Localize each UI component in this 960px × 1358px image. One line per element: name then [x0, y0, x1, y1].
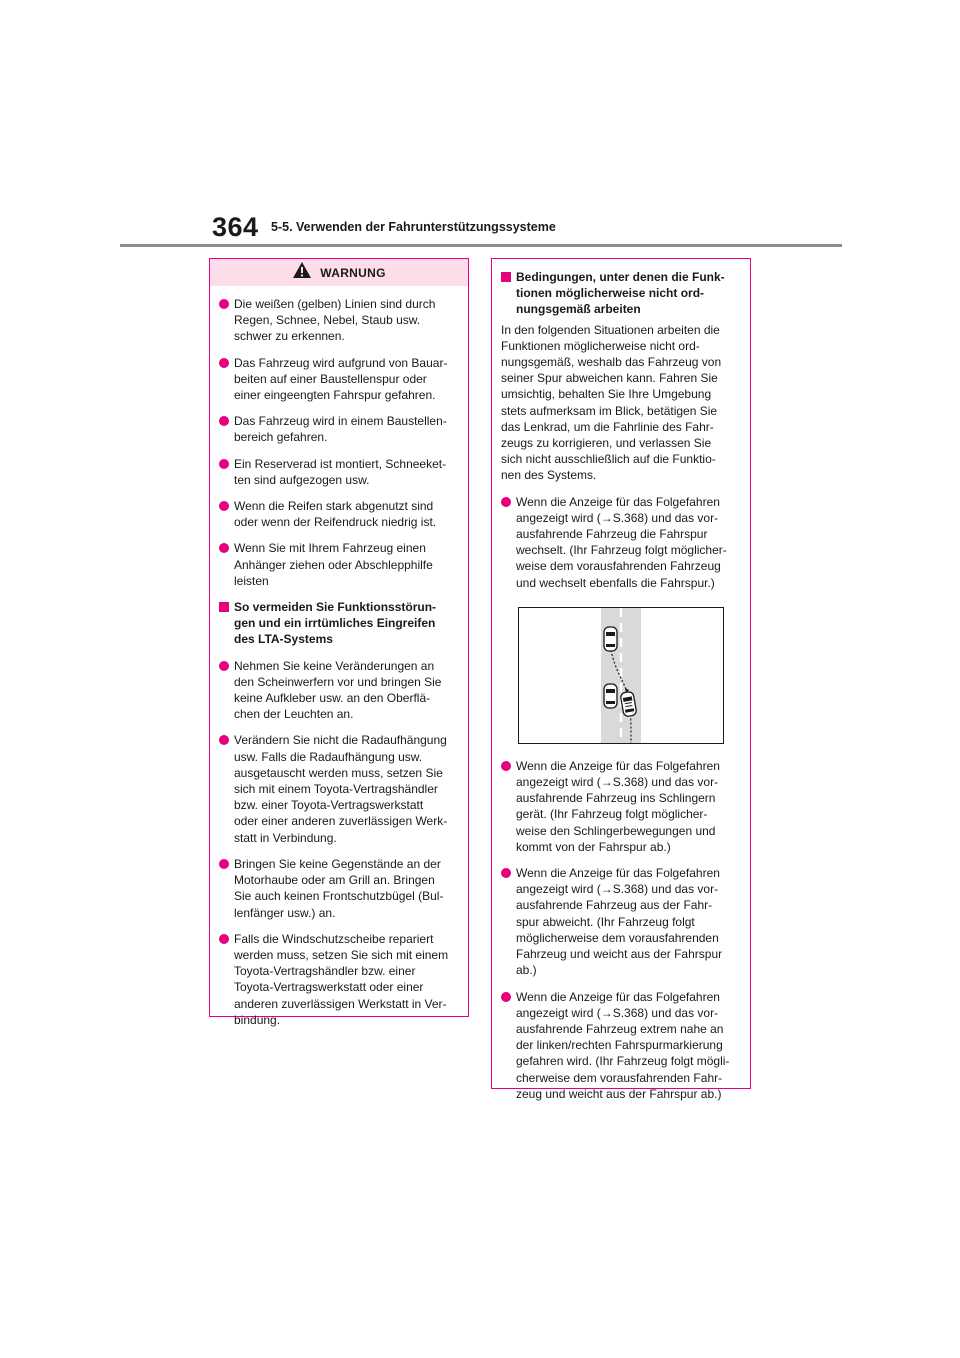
- conditions-content: [492, 259, 750, 1102]
- bullet-dot-icon: [219, 543, 229, 553]
- bullet-dot-icon: [219, 416, 229, 426]
- warning-triangle-icon: [292, 261, 312, 284]
- list-item: Das Fahrzeug wird aufgrund von Bauar- beiten auf einer Baustellenspur oder einer eingeengten Fahrspur gefahren.: [219, 355, 459, 404]
- list-item: Nehmen Sie keine Veränderungen an den Scheinwerfern vor und bringen Sie keine Aufkleber usw. an den Oberflä- chen der Leuchten an.: [219, 658, 459, 723]
- bullet-dot-icon: [501, 497, 511, 507]
- bullet-dot-icon: [219, 459, 229, 469]
- bullet-dot-icon: [219, 934, 229, 944]
- bullet-dot-icon: [219, 661, 229, 671]
- own-vehicle-icon: [604, 627, 617, 651]
- bullet-dot-icon: [219, 501, 229, 511]
- list-item: Bringen Sie keine Gegenstände an der Motorhaube oder am Grill an. Bringen Sie auch keinen Frontschutzbügel (Bul- lenfänger usw.) an.: [219, 856, 459, 921]
- list-item: Das Fahrzeug wird in einem Baustellen- bereich gefahren.: [219, 413, 459, 445]
- bullet-dot-icon: [501, 992, 511, 1002]
- list-item: Wenn die Anzeige für das Folgefahren angezeigt wird (→S.368) und das vor- ausfahrende Fahrzeug extrem nahe an der linken/rechten Fahrspurmarkierung gefahren wird. (Ihr Fahrzeug folgt mögli- cherweise dem vorausfahrenden Fahr- zeug und weicht aus der Fahrspur ab.): [501, 989, 741, 1102]
- subheading: So vermeiden Sie Funktionsstörun- gen und ein irrtümliches Eingreifen des LTA-Systems: [219, 599, 459, 648]
- warning-title: WARNUNG: [320, 265, 386, 280]
- list-item: Wenn Sie mit Ihrem Fahrzeug einen Anhänger ziehen oder Abschlepphilfe leisten: [219, 540, 459, 589]
- list-item: Wenn die Reifen stark abgenutzt sind oder wenn der Reifendruck niedrig ist.: [219, 498, 459, 530]
- warning-content: [210, 286, 468, 1028]
- list-item: Falls die Windschutzscheibe repariert werden muss, setzen Sie sich mit einem Toyota-Vertragshändler bzw. einer Toyota-Vertragswerkstatt oder einer anderen zuverlässigen Werkstatt in Ver- bindung.: [219, 931, 459, 1028]
- list-item: Wenn die Anzeige für das Folgefahren angezeigt wird (→S.368) und das vor- ausfahrende Fahrzeug die Fahrspur wechselt. (Ihr Fahrzeug folgt möglicher- weise dem vorausfahrenden Fahrzeug und wechselt ebenfalls die Fahrspur.): [501, 494, 741, 591]
- list-item: Ein Reserverad ist montiert, Schneeket- ten sind aufgezogen usw.: [219, 456, 459, 488]
- bullet-dot-icon: [219, 358, 229, 368]
- conditions-intro: In den folgenden Situationen arbeiten die Funktionen möglicherweise nicht ord- nungsgemäß, weshalb das Fahrzeug von seiner Spur abweichen kann. Fahren Sie umsichtig, behalten Sie Ihre Umgebung stets aufmerksam im Blick, betätigen Sie das Lenkrad, um die Fahrlinie des Fahr- zeugs zu korrigieren, und verlassen Sie sich nicht ausschließlich auf die Funktio- nen des Systems.: [501, 322, 722, 483]
- bullet-dot-icon: [501, 761, 511, 771]
- conditions-heading: Bedingungen, unter denen die Funk- tionen möglicherweise nicht ord- nungsgemäß arbeiten: [501, 269, 741, 318]
- parked-vehicle-icon: [604, 684, 617, 708]
- warning-header: [210, 259, 468, 286]
- header-divider: [120, 244, 842, 247]
- bullet-dot-icon: [501, 868, 511, 878]
- warning-box: [209, 258, 469, 1027]
- square-bullet-icon: [501, 272, 511, 282]
- list-item: Wenn die Anzeige für das Folgefahren angezeigt wird (→S.368) und das vor- ausfahrende Fahrzeug aus der Fahr- spur abweicht. (Ihr Fahrzeug folgt möglicherweise dem vorausfahrenden Fahrzeug und weicht aus der Fahrspur ab.): [501, 865, 741, 978]
- section-title: 5-5. Verwenden der Fahrunterstützungssysteme: [271, 220, 556, 234]
- bullet-dot-icon: [219, 299, 229, 309]
- conditions-box: [491, 258, 751, 1101]
- list-item: Wenn die Anzeige für das Folgefahren angezeigt wird (→S.368) und das vor- ausfahrende Fahrzeug ins Schlingern gerät. (Ihr Fahrzeug folgt möglicher- weise den Schlingerbewegungen und kommt von der Fahrspur ab.): [501, 758, 741, 855]
- page-number: 364: [212, 212, 259, 242]
- list-item: Die weißen (gelben) Linien sind durch Regen, Schnee, Nebel, Staub usw. schwer zu erkennen.: [219, 296, 459, 345]
- lane-change-diagram: [518, 607, 724, 744]
- square-bullet-icon: [219, 602, 229, 612]
- bullet-dot-icon: [219, 735, 229, 745]
- list-item: Verändern Sie nicht die Radaufhängung usw. Falls die Radaufhängung usw. ausgetauscht werden muss, setzen Sie sich mit einem Toyota-Vertragshändler bzw. einer Toyota-Vertragswerkstatt oder einer anderen zuverlässigen Werk- statt in Verbindung.: [219, 732, 459, 845]
- bullet-dot-icon: [219, 859, 229, 869]
